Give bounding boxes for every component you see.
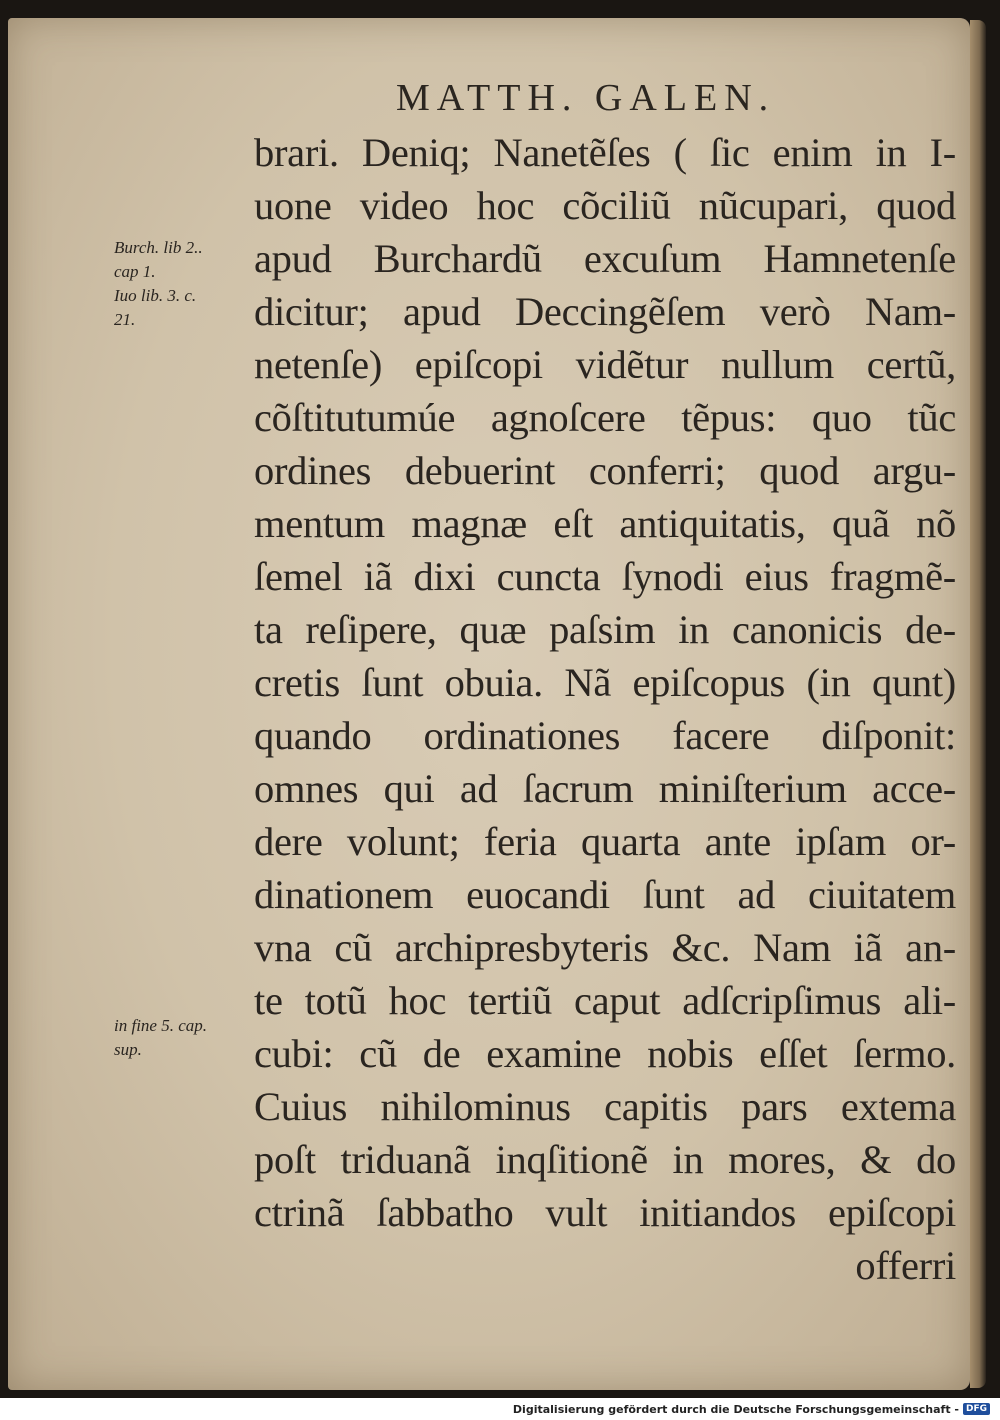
text-line: offerri	[855, 1243, 956, 1288]
dfg-logo: DFG	[963, 1403, 990, 1415]
marginal-note-burchard: Burch. lib 2.. cap 1. Iuo lib. 3. c. 21.	[114, 238, 203, 329]
digitization-footer	[0, 1398, 1000, 1420]
text-line: omnes qui ad ſacrum miniſterium acce-	[254, 766, 956, 811]
text-line: ordines debuerint conferri; quod argu-	[254, 448, 956, 493]
text-line: Cuius nihilominus capitis pars extema	[254, 1084, 956, 1129]
text-line: mentum magnæ eſt antiquitatis, quã nõ	[254, 501, 956, 546]
text-line: apud Burchardũ excuſum Hamnetenſe	[254, 236, 956, 281]
marginal-note-in-fine: in fine 5. cap. sup.	[114, 1016, 208, 1059]
text-line: cretis ſunt obuia. Nã epiſcopus (in qunt)	[254, 660, 956, 705]
text-line: dinationem euocandi ſunt ad ciuitatem	[254, 872, 956, 917]
text-line: uone video hoc cõciliũ nũcupari, quod	[254, 183, 956, 228]
text-line: quando ordinationes facere diſponit:	[254, 713, 956, 758]
text-line: dere volunt; feria quarta ante ipſam or-	[254, 819, 956, 864]
body-text	[254, 126, 956, 1292]
page-edge	[970, 20, 986, 1388]
text-line: dicitur; apud Deccingẽſem verò Nam-	[254, 289, 956, 334]
text-line: vna cũ archipresbyteris &c. Nam iã an-	[254, 925, 956, 970]
running-head: MATTH. GALEN.	[396, 77, 776, 119]
text-line: cõſtitutumúe agnoſcere tẽpus: quo tũc	[254, 395, 956, 440]
footer-credit: Digitalisierung gefördert durch die Deutsche Forschungsgemeinschaft -	[512, 1402, 959, 1416]
text-line: ta reſipere, quæ paſsim in canonicis de-	[254, 607, 956, 652]
text-line: ctrinã ſabbatho vult initiandos epiſcopi	[254, 1190, 956, 1235]
text-line: ſemel iã dixi cuncta ſynodi eius fragmẽ-	[254, 554, 956, 599]
text-line: te totũ hoc tertiũ caput adſcripſimus ali-	[254, 978, 956, 1023]
text-line: cubi: cũ de examine nobis eſſet ſermo.	[254, 1031, 956, 1076]
text-line: brari. Deniq; Nanetẽſes ( ſic enim in I-	[254, 130, 956, 175]
text-line: poſt triduanã inqſitionẽ in mores, & do	[254, 1137, 956, 1182]
text-line: netenſe) epiſcopi vidẽtur nullum certũ,	[254, 342, 956, 387]
